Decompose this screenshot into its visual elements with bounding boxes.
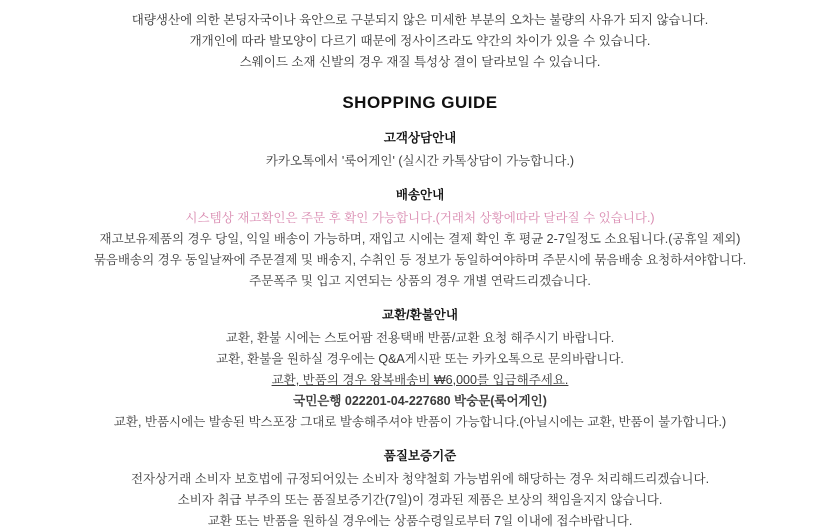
section-line: 재고보유제품의 경우 당일, 익일 배송이 가능하며, 재입고 시에는 결제 확인 후 평균 2-7일정도 소요됩니다.(공휴일 제외) [99,232,741,246]
intro-notice-block [12,10,828,73]
section-line: 교환, 환불을 원하실 경우에는 Q&A게시판 또는 카카오톡으로 문의바랍니다. [216,352,624,366]
section-line-highlight: 시스템상 재고확인은 주문 후 확인 가능합니다.(거래처 상황에따라 달라질 수 있습니다.) [185,211,655,225]
section-line: 주문폭주 및 입고 지연되는 상품의 경우 개별 연락드리겠습니다. [249,274,591,288]
section-line: 소비자 취급 부주의 또는 품질보증기간(7일)이 경과된 제품은 보상의 책임을지지 않습니다. [177,493,663,507]
intro-line: 대량생산에 의한 본딩자국이나 육안으로 구분되지 않은 미세한 부분의 오차는 불량의 사유가 되지 않습니다. [131,13,709,27]
section-heading: 배송안내 [395,188,445,202]
intro-line: 스웨이드 소재 신발의 경우 재질 특성상 결이 달라보일 수 있습니다. [239,55,601,69]
section-line: 교환, 환불 시에는 스토어팜 전용택배 반품/교환 요청 해주시기 바랍니다. [225,331,615,345]
section-line: 교환, 반품시에는 발송된 박스포장 그대로 발송해주셔야 반품이 가능합니다.(아닐시에는 교환, 반품이 불가합니다.) [113,415,727,429]
section-heading: 교환/환불안내 [382,308,458,322]
section-quality-warranty [12,445,828,532]
section-line-bank-account: 국민은행 022201-04-227680 박숭문(룩어게인) [293,394,547,408]
page-title: SHOPPING GUIDE [342,93,498,112]
section-exchange-refund [12,304,828,433]
section-line: 묶음배송의 경우 동일날짜에 주문결제 및 배송지, 수취인 등 정보가 동일하여야하며 주문시에 묶음배송 요청하셔야합니다. [93,253,747,267]
intro-line: 개개인에 따라 발모양이 다르기 때문에 정사이즈라도 약간의 차이가 있을 수 있습니다. [189,34,651,48]
section-heading: 고객상담안내 [383,131,457,145]
section-heading: 품질보증기준 [383,449,457,463]
section-customer-support [12,127,828,172]
section-line: 교환 또는 반품을 원하실 경우에는 상품수령일로부터 7일 이내에 접수바랍니다. [207,514,633,528]
section-line: 전자상거래 소비자 보호법에 규정되어있는 소비자 청약철회 가능범위에 해당하는 경우 처리해드리겠습니다. [130,472,710,486]
section-line: 카카오톡에서 '룩어게인' (실시간 카톡상담이 가능합니다.) [265,154,575,168]
section-line-fee: 교환, 반품의 경우 왕복배송비 ₩6,000를 입금해주세요. [271,373,569,387]
section-shipping [12,184,828,292]
